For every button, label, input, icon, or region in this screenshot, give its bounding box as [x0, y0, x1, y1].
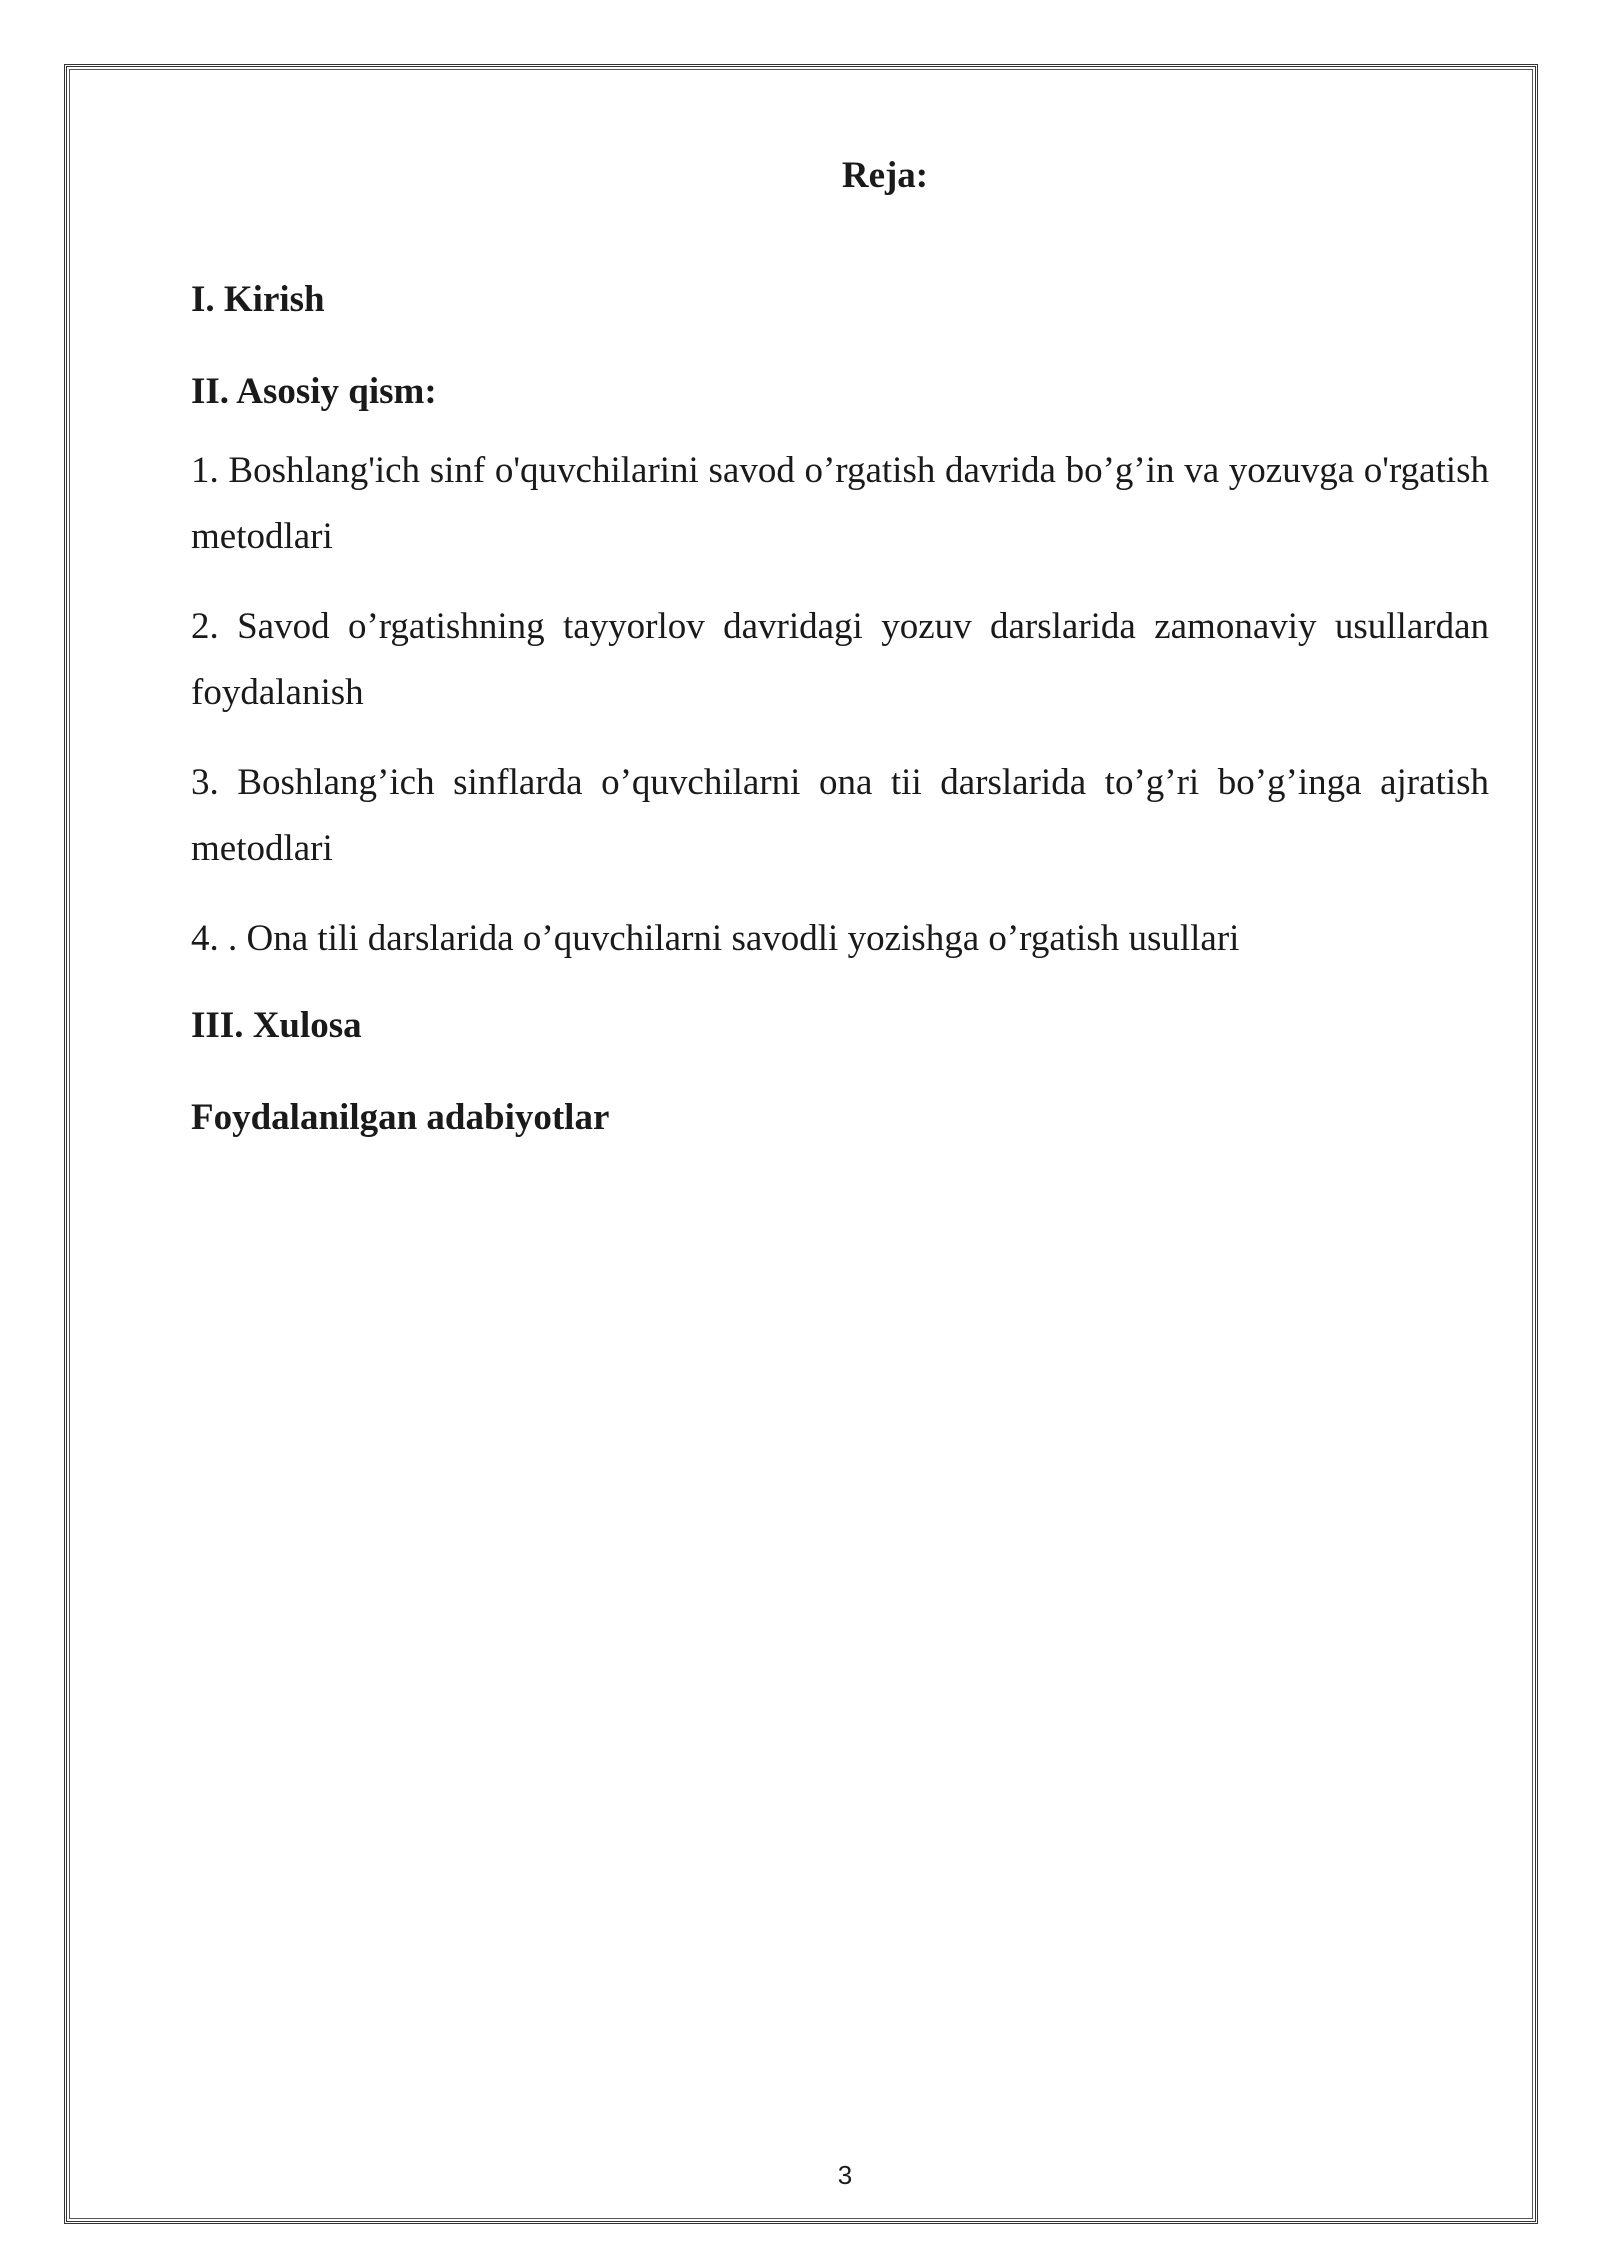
plan-content [191, 150, 1489, 1184]
section-intro: I. Kirish [191, 279, 325, 320]
section-conclusion: III. Xulosa [191, 1005, 362, 1046]
plan-item-2: 2. Savod o’rgatishning tayyorlov davridagi yozuv darslarida zamonaviy usullardan foydalanish [191, 606, 1489, 713]
plan-title: Reja: [841, 155, 929, 196]
section-main: II. Asosiy qism: [191, 371, 437, 412]
plan-item-1: 1. Boshlang'ich sinf o'quvchilarini savod o’rgatish davrida bo’g’in va yozuvga o'rgatish metodlari [191, 450, 1489, 557]
page-number: 3 [837, 2160, 853, 2190]
plan-item-4: 4. . Ona tili darslarida o’quvchilarni savodli yozishga o’rgatish usullari [191, 918, 1240, 959]
section-references: Foydalanilgan adabiyotlar [191, 1097, 610, 1138]
plan-item-3: 3. Boshlang’ich sinflarda o’quvchilarni ona tii darslarida to’g’ri bo’g’inga ajratish metodlari [191, 762, 1489, 869]
